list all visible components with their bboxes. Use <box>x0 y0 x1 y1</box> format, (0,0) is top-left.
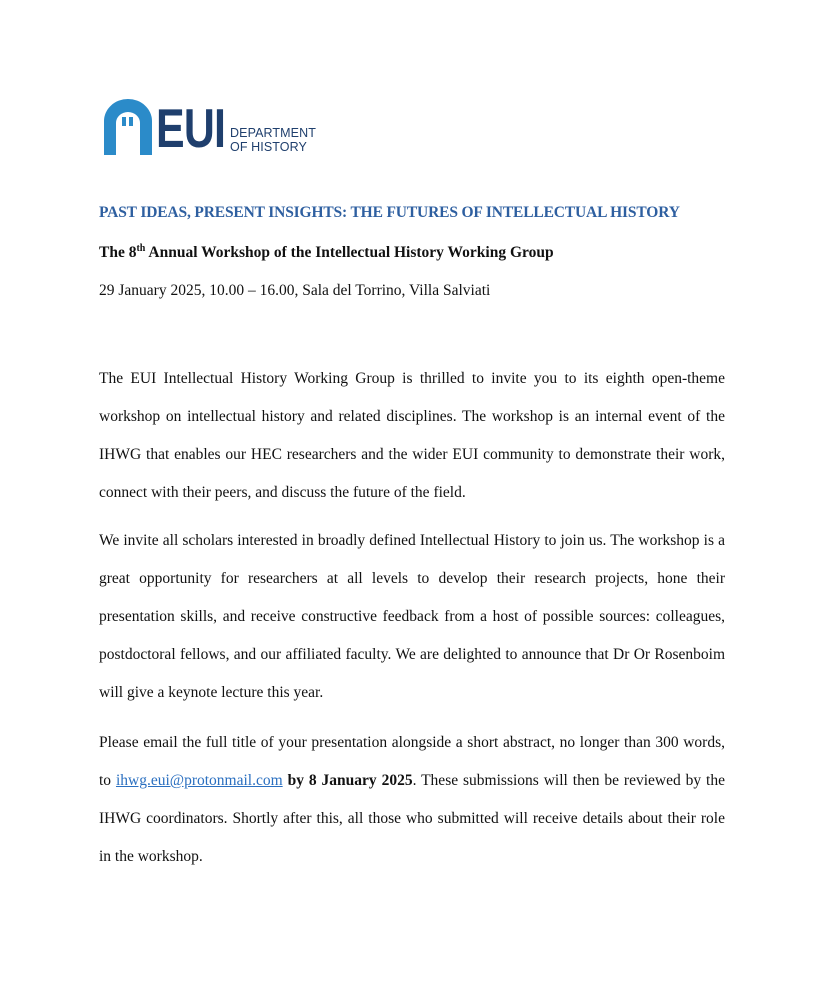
workshop-subtitle <box>99 244 554 262</box>
event-date-venue: 29 January 2025, 10.00 – 16.00, Sala del Torrino, Villa Salviati <box>99 282 491 299</box>
department-label <box>230 126 316 154</box>
paragraph-submission <box>99 724 725 876</box>
page-headline: PAST IDEAS, PRESENT INSIGHTS: THE FUTURES OF INTELLECTUAL HISTORY <box>99 204 680 221</box>
department-line-1: DEPARTMENT <box>230 126 316 140</box>
eui-wordmark: EUI <box>156 97 226 159</box>
paragraph-intro: The EUI Intellectual History Working Group is thrilled to invite you to its eighth open-theme workshop on intellectual history and related disciplines. The workshop is an internal event of the IHWG that enables our HEC researchers and the wider EUI community to demonstrate their work, connect with their peers, and discuss the future of the field. <box>99 370 725 501</box>
eui-logo <box>104 99 314 157</box>
eui-arch-icon <box>104 99 152 155</box>
email-link[interactable]: ihwg.eui@protonmail.com <box>115 772 283 789</box>
submission-text-end: . These submissions will then be reviewed by the IHWG coordinators. Shortly after this, all those who submitted will receive details about their role in the workshop. <box>99 772 725 865</box>
subtitle-superscript: th <box>136 242 146 254</box>
department-line-2: OF HISTORY <box>230 140 307 154</box>
paragraph-invitation: We invite all scholars interested in broadly defined Intellectual History to join us. The workshop is a great opportunity for researchers at all levels to develop their research projects, hone their presentation skills, and receive constructive feedback from a host of possible sources: colleagues, postdoctoral fellows, and our affiliated faculty. We are delighted to announce that Dr Or Rosenboim will give a keynote lecture this year. <box>99 532 725 701</box>
deadline-text: by 8 January 2025 <box>287 772 413 789</box>
submission-text-start: Please email the full title of your presentation alongside a short abstract, no longer than 300 words, to <box>99 734 725 789</box>
subtitle-before: The 8 <box>99 244 137 261</box>
subtitle-after: Annual Workshop of the Intellectual History Working Group <box>145 244 554 261</box>
